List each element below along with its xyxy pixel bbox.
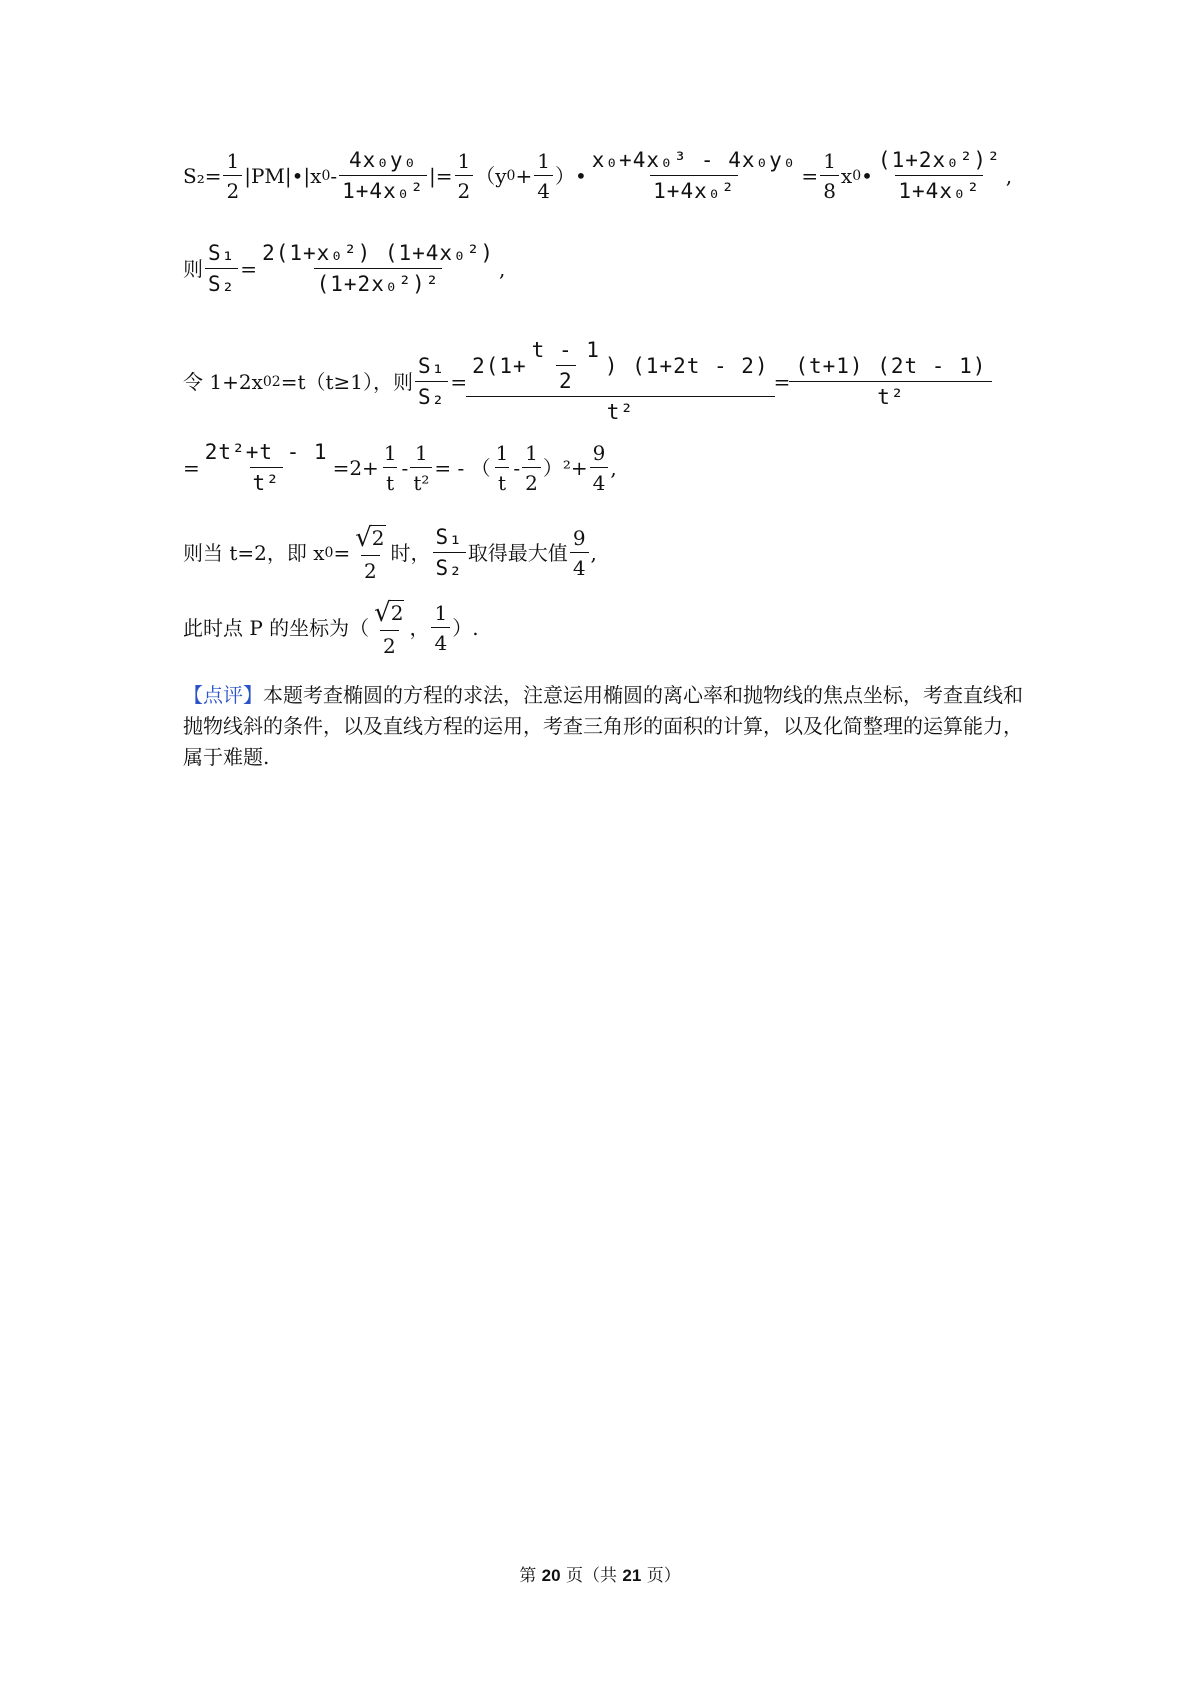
page-footer: 第 20 页（共 21 页）	[519, 1566, 681, 1586]
half-fraction-2: $\frac{1}{2}$	[455, 151, 474, 201]
point-line: 此时点 P 的坐标为（ √ 2 2 ， $\frac{1}{4}$ ）.	[183, 598, 479, 658]
fraction-squared: $\frac{\text{(1+2x₀²)²}}{\text{1+4x₀²}}$	[877, 148, 1001, 203]
one-over-t-squared: $\frac{1}{\text{t²}}$	[410, 443, 432, 493]
comment-text: 本题考查椭圆的方程的求法，注意运用椭圆的离心率和抛物线的焦点坐标，考查直线和抛物线斜的条件，以及直线方程的运用，考查三角形的面积的计算，以及化简整理的运算能力，属于难题.	[183, 683, 1023, 769]
sqrt2-over-2: √ 2 2	[355, 523, 385, 583]
s2-lhs: S₂=	[183, 164, 222, 188]
sqrt2-over-2: √ 2 2	[374, 598, 404, 658]
sqrt-symbol: √ 2	[374, 598, 404, 628]
quarter-fraction: $\frac{1}{4}$	[431, 603, 450, 653]
s1-over-s2: $\frac{\text{S₁}}{\text{S₂}}$	[205, 243, 238, 295]
pm-abs: |PM|•|x	[244, 164, 322, 188]
half-fraction: $\frac{1}{2}$	[223, 151, 242, 201]
comment-paragraph	[183, 680, 1028, 773]
fraction-cubic: $\frac{\text{x₀+4x₀³ - 4x₀y₀}}{\text{1+4x₀²}}$	[591, 148, 797, 203]
sqrt-symbol: √ 2	[355, 523, 385, 553]
fraction-4x0y0: $\frac{\text{4x₀y₀}}{\text{1+4x₀²}}$	[339, 150, 427, 202]
expansion-line: = $\frac{\text{2t²+t - 1}}{\text{t²}}$ =2+ $\frac{1}{t}$ - $\frac{1}{\text{t²}}$ = - （ $\frac{1}{t}$ - $\frac{1}{2}$ ）²+ $\frac{9}{4}$ ,	[183, 440, 617, 495]
expanded-fraction: $\frac{\text{2t²+t - 1}}{\text{t²}}$	[204, 440, 328, 495]
nine-quarters: $\frac{9}{4}$	[590, 443, 609, 493]
substitution-line: 令 1+2x 0 2 =t（t≥1），则 $\frac{\text{S₁}}{\text{S₂}}$ = 2(1+ $\frac{t - 1}{2}$ ) (1+2t - 2) t² = $\frac{(t+1) (2t - 1)}{\text{t²}}$	[183, 340, 991, 423]
inner-fraction: $\frac{t - 1}{2}$	[531, 338, 600, 393]
one-over-t: $\frac{1}{t}$	[383, 441, 397, 495]
eighth-fraction: $\frac{1}{8}$	[820, 151, 839, 201]
page-number: 20	[541, 1566, 561, 1585]
ratio-line: 则 $\frac{\text{S₁}}{\text{S₂}}$ = $\frac{\text{2(1+x₀²) (1+4x₀²)}}{\text{(1+2x₀²)²}}$ ,	[183, 241, 506, 296]
total-pages: 21	[622, 1566, 642, 1585]
max-value-fraction: $\frac{9}{4}$	[570, 528, 589, 578]
comment-tag: 【点评】	[183, 683, 263, 707]
ratio-fraction: $\frac{\text{2(1+x₀²) (1+4x₀²)}}{\text{(1+2x₀²)²}}$	[262, 241, 494, 296]
quarter-fraction: $\frac{1}{4}$	[534, 151, 553, 201]
one-half: $\frac{1}{2}$	[522, 443, 541, 493]
s1-over-s2: $\frac{\text{S₁}}{\text{S₂}}$	[433, 527, 466, 579]
one-over-t-2: $\frac{1}{t}$	[495, 441, 509, 495]
simplified-fraction: $\frac{(t+1) (2t - 1)}{\text{t²}}$	[792, 356, 989, 408]
s2-formula-line: S₂= $\frac{1}{2}$ |PM|•|x 0 - $\frac{\text{4x₀y₀}}{\text{1+4x₀²}}$ |= $\frac{1}{2}$ （y 0 + $\frac{1}{4}$ ）• $\frac{\text{x₀+4x₀³ - 4x₀y₀}}{\text{1+4x₀²}}$ = $\frac{1}{8}$ x 0 • $\frac{\text{(1+2x₀²)²}}{\text{1+4x₀²}}$ ,	[183, 148, 1013, 203]
maximum-line: 则当 t=2，即 x 0 = √ 2 2 时， $\frac{\text{S₁}}{\text{S₂}}$ 取得最大值 $\frac{9}{4}$ ,	[183, 523, 597, 583]
s1-over-s2: $\frac{\text{S₁}}{\text{S₂}}$	[415, 356, 448, 408]
substituted-fraction: 2(1+ $\frac{t - 1}{2}$ ) (1+2t - 2) t²	[469, 340, 772, 423]
